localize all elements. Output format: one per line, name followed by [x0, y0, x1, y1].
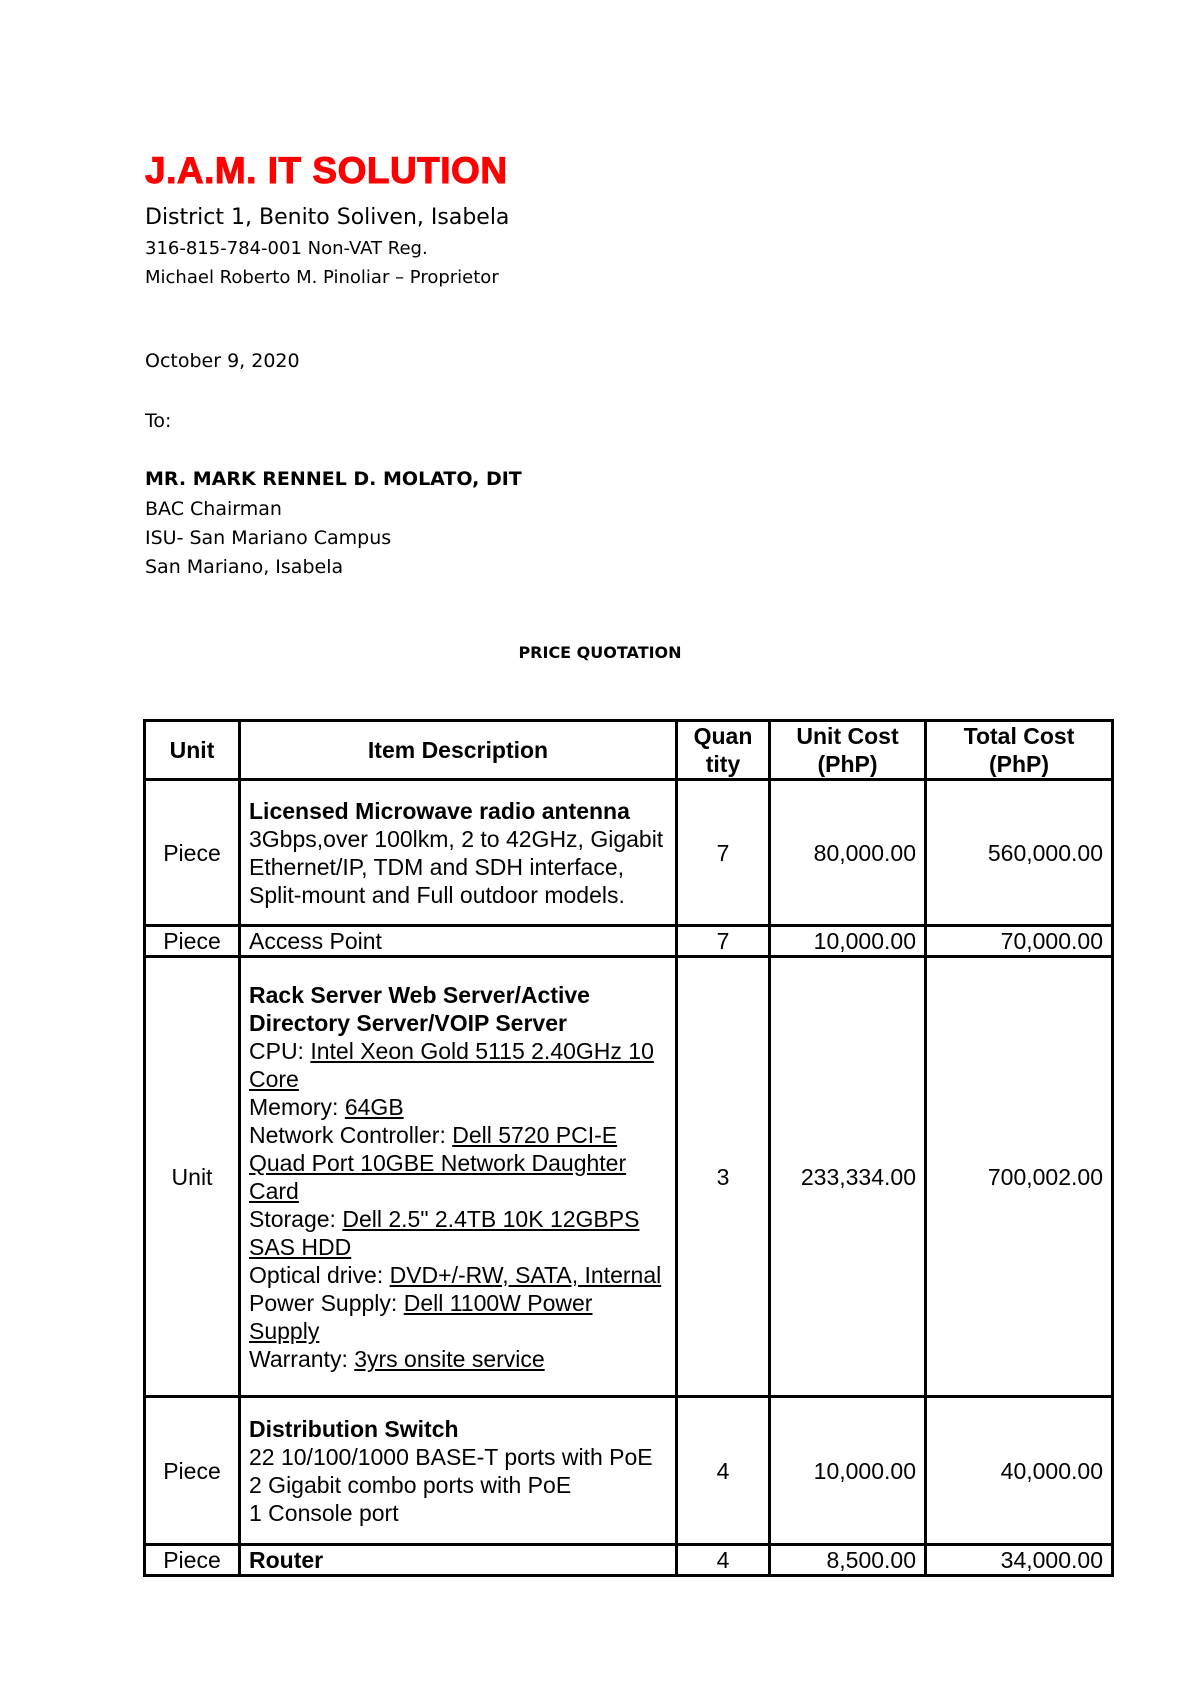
row-quantity: 4	[677, 1545, 770, 1576]
header-item-description: Item Description	[240, 721, 677, 780]
row-quantity: 3	[677, 957, 770, 1397]
item-detail: 22 10/100/1000 BASE-T ports with PoE	[249, 1443, 653, 1470]
table-header-row	[145, 721, 1113, 780]
spec-value: 64GB	[344, 1093, 404, 1120]
spec-network-controller	[249, 1121, 667, 1205]
recipient-title: BAC Chairman	[145, 498, 282, 520]
item-detail: 2 Gigabit combo ports with PoE	[249, 1471, 572, 1498]
spec-value: Dell 5720 PCI-E Quad Port 10GBE Network Daughter Card	[249, 1121, 627, 1204]
spec-power-supply	[249, 1289, 667, 1345]
table-row	[145, 926, 1113, 957]
item-name: Distribution Switch	[249, 1415, 459, 1442]
row-unit: Piece	[145, 780, 240, 926]
spec-label: Storage:	[249, 1205, 343, 1232]
row-description	[240, 926, 677, 957]
item-name: Router	[249, 1547, 324, 1573]
row-description	[240, 957, 677, 1397]
row-unit: Unit	[145, 957, 240, 1397]
recipient-office: ISU- San Mariano Campus	[145, 527, 392, 549]
header-unit-cost: Unit Cost (PhP)	[770, 721, 926, 780]
company-name: J.A.M. IT SOLUTION	[145, 150, 508, 191]
row-unit-cost: 10,000.00	[770, 926, 926, 957]
row-quantity: 7	[677, 926, 770, 957]
table-row	[145, 1545, 1113, 1576]
header-total-cost: Total Cost (PhP)	[926, 721, 1113, 780]
spec-cpu	[249, 1037, 667, 1093]
row-unit-cost: 8,500.00	[770, 1545, 926, 1576]
row-unit: Piece	[145, 1545, 240, 1576]
spec-label: Power Supply:	[249, 1289, 404, 1316]
row-description	[240, 1397, 677, 1545]
item-detail: 3Gbps,over 100lkm, 2 to 42GHz, Gigabit Ethernet/IP, TDM and SDH interface, Split-mount and Full outdoor models.	[249, 825, 664, 908]
spec-value: Intel Xeon Gold 5115 2.40GHz 10 Core	[249, 1037, 654, 1092]
row-quantity: 7	[677, 780, 770, 926]
row-total-cost: 34,000.00	[926, 1545, 1113, 1576]
spec-optical-drive	[249, 1261, 667, 1289]
row-unit-cost: 80,000.00	[770, 780, 926, 926]
row-description	[240, 780, 677, 926]
quotation-table	[143, 719, 1114, 1577]
table-row	[145, 1397, 1113, 1545]
spec-memory	[249, 1093, 667, 1121]
row-total-cost: 40,000.00	[926, 1397, 1113, 1545]
row-unit-cost: 233,334.00	[770, 957, 926, 1397]
item-name: Licensed Microwave radio antenna	[249, 797, 630, 824]
table-row	[145, 780, 1113, 926]
item-name: Access Point	[249, 928, 382, 954]
row-total-cost: 70,000.00	[926, 926, 1113, 957]
item-detail: 1 Console port	[249, 1499, 399, 1526]
spec-storage	[249, 1205, 667, 1261]
company-address: District 1, Benito Soliven, Isabela	[145, 205, 510, 230]
row-unit-cost: 10,000.00	[770, 1397, 926, 1545]
to-label: To:	[145, 410, 172, 432]
spec-label: Memory:	[249, 1093, 345, 1120]
spec-label: Warranty:	[249, 1345, 355, 1372]
spec-label: Network Controller:	[249, 1121, 453, 1148]
row-unit: Piece	[145, 1397, 240, 1545]
letter-date: October 9, 2020	[145, 350, 300, 372]
company-proprietor: Michael Roberto M. Pinoliar – Proprietor	[145, 267, 499, 288]
spec-label: CPU:	[249, 1037, 311, 1064]
row-description	[240, 1545, 677, 1576]
spec-value: DVD+/-RW, SATA, Internal	[389, 1261, 662, 1288]
spec-value: Dell 1100W Power Supply	[249, 1289, 593, 1344]
spec-value: 3yrs onsite service	[354, 1345, 545, 1372]
recipient-address: San Mariano, Isabela	[145, 556, 344, 578]
row-total-cost: 560,000.00	[926, 780, 1113, 926]
recipient-name: MR. MARK RENNEL D. MOLATO, DIT	[145, 468, 522, 490]
spec-warranty	[249, 1345, 667, 1373]
spec-value: Dell 2.5" 2.4TB 10K 12GBPS SAS HDD	[249, 1205, 640, 1260]
item-name: Rack Server Web Server/Active Directory Server/VOIP Server	[249, 981, 590, 1036]
row-quantity: 4	[677, 1397, 770, 1545]
row-unit: Piece	[145, 926, 240, 957]
document-title: PRICE QUOTATION	[518, 643, 682, 662]
spec-label: Optical drive:	[249, 1261, 390, 1288]
company-tin: 316-815-784-001 Non-VAT Reg.	[145, 238, 428, 259]
header-quantity: Quan tity	[677, 721, 770, 780]
row-total-cost: 700,002.00	[926, 957, 1113, 1397]
header-unit: Unit	[145, 721, 240, 780]
table-row	[145, 957, 1113, 1397]
